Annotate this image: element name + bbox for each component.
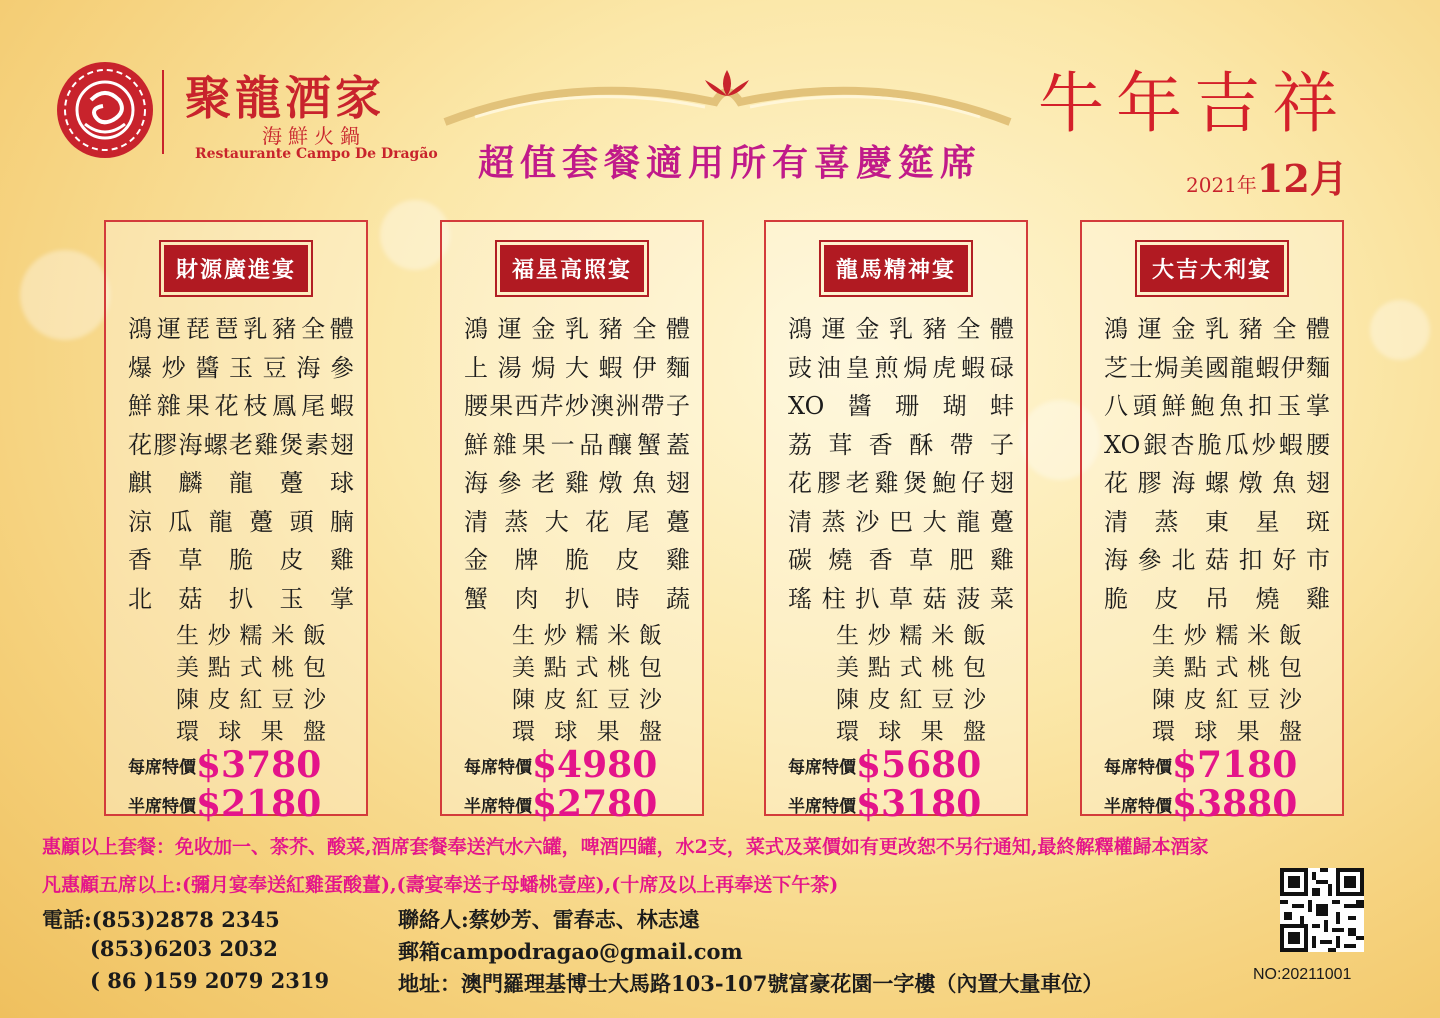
dish-item: 鴻運金乳豬全體 (1104, 315, 1330, 343)
menu-title-frame (159, 240, 313, 297)
price-amount: $7180 (1172, 744, 1298, 786)
dessert-item: 美點式桃包 (176, 655, 326, 681)
dessert-item: 環球果盤 (176, 719, 326, 745)
dessert-item: 陳皮紅豆沙 (1152, 687, 1302, 713)
price-label: 每席特價 (1104, 758, 1172, 778)
dish-item: 腰果西芹炒澳洲帶子 (464, 392, 690, 420)
price-amount: $3180 (856, 783, 982, 825)
menu-title-frame (1135, 240, 1289, 297)
menu-card (104, 220, 368, 825)
dish-item: 瑤柱扒草菇菠菜 (788, 584, 1014, 613)
dish-item: 北菇扒玉掌 (128, 584, 354, 613)
price-label: 半席特價 (1104, 797, 1172, 817)
dish-item: 花膠海螺老雞煲素翅 (128, 430, 354, 459)
full-table-price (788, 744, 981, 786)
half-table-price (788, 783, 981, 825)
scroll-ornament-icon (435, 62, 1020, 132)
dessert-list (1152, 620, 1302, 748)
contact-people: 聯絡人:蔡妙芳、雷春志、林志遠 (398, 907, 700, 932)
package-note: 惠顧以上套餐：免收加一、茶芥、酸菜,酒席套餐奉送汽水六罐，啤酒四罐，水2支，菜式及菜價如有更改恕不另行通知,最終解釋權歸本酒家 (42, 836, 1209, 858)
price-label: 每席特價 (788, 758, 856, 778)
price-amount: $5680 (856, 744, 982, 786)
dish-item: 清蒸沙巴大龍躉 (788, 507, 1014, 536)
bokeh-light (1370, 300, 1430, 360)
dessert-item: 環球果盤 (512, 719, 662, 745)
half-table-price (464, 783, 657, 825)
dish-item: 鮮雜果一品釀蟹蓋 (464, 430, 690, 459)
brand-english-name: Restaurante Campo De Dragão (195, 146, 438, 162)
dish-item: 荔茸香酥帶子 (788, 430, 1014, 459)
dessert-item: 生炒糯米飯 (1152, 623, 1302, 649)
bokeh-light (20, 250, 110, 340)
phone-number: ( 86 )159 2079 2319 (90, 968, 330, 993)
brand-subtitle: 海鮮火鍋 (262, 124, 366, 148)
dessert-item: 陳皮紅豆沙 (176, 687, 326, 713)
headline: 超值套餐適用所有喜慶筵席 (478, 142, 983, 184)
half-table-price (1104, 783, 1297, 825)
brand-name: 聚龍酒家 (185, 71, 385, 125)
dish-item: XO銀杏脆瓜炒蝦腰 (1104, 430, 1330, 459)
dessert-item: 生炒糯米飯 (836, 623, 986, 649)
price-amount: $3880 (1172, 783, 1298, 825)
dish-item: 爆炒醬玉豆海參 (128, 353, 354, 382)
document-number: NO:20211001 (1253, 966, 1352, 983)
dessert-list (836, 620, 986, 748)
logo-divider (162, 70, 164, 154)
dish-item: 蟹肉扒時蔬 (464, 584, 690, 613)
dish-item: 清蒸大花尾躉 (464, 507, 690, 536)
dish-item: 鮮雜果花枝鳳尾蝦 (128, 392, 354, 420)
dessert-item: 陳皮紅豆沙 (512, 687, 662, 713)
price-label: 半席特價 (788, 797, 856, 817)
dish-item: XO醬珊瑚蚌 (788, 392, 1014, 420)
dessert-item: 生炒糯米飯 (512, 623, 662, 649)
phone-number: (853)2878 2345 (91, 907, 280, 932)
dessert-item: 美點式桃包 (512, 655, 662, 681)
date-month: 12月 (1256, 156, 1348, 201)
menu-card (1080, 220, 1344, 825)
dish-item: 上湯焗大蝦伊麵 (464, 353, 690, 382)
dish-list (128, 310, 354, 618)
dish-list (1104, 310, 1330, 618)
dish-item: 金牌脆皮雞 (464, 546, 690, 574)
address: 地址：澳門羅理基博士大馬路103-107號富豪花園一字樓（內置大量車位） (398, 971, 1104, 996)
price-label: 半席特價 (464, 797, 532, 817)
price-label: 半席特價 (128, 797, 196, 817)
price-amount: $3780 (196, 744, 322, 786)
year-title: 牛年吉祥 (1038, 65, 1350, 142)
price-amount: $4980 (532, 744, 658, 786)
price-amount: $2180 (196, 783, 322, 825)
dish-list (464, 310, 690, 618)
group-offer-note: 凡惠顧五席以上:(彌月宴奉送紅雞蛋酸薑),(壽宴奉送子母蟠桃壹座),(十席及以上再奉送下午茶) (42, 874, 839, 896)
dish-item: 香草脆皮雞 (128, 546, 354, 574)
menu-title: 福星高照宴 (500, 245, 644, 292)
dessert-list (176, 620, 326, 748)
dessert-item: 環球果盤 (836, 719, 986, 745)
menu-title-frame (819, 240, 973, 297)
half-table-price (128, 783, 321, 825)
menu-card (440, 220, 704, 825)
full-table-price (128, 744, 321, 786)
menu-title: 龍馬精神宴 (824, 245, 968, 292)
dish-item: 八頭鮮鮑魚扣玉掌 (1104, 392, 1330, 420)
dish-item: 清蒸東星斑 (1104, 507, 1330, 536)
menu-title: 財源廣進宴 (164, 245, 308, 292)
dish-item: 鴻運金乳豬全體 (788, 315, 1014, 343)
dessert-item: 陳皮紅豆沙 (836, 687, 986, 713)
dish-item: 花膠老雞煲鮑仔翅 (788, 469, 1014, 497)
dessert-item: 環球果盤 (1152, 719, 1302, 745)
dish-item: 脆皮吊燒雞 (1104, 584, 1330, 613)
phone-line (42, 904, 280, 934)
date-year: 2021年 (1186, 173, 1257, 197)
menu-card (764, 220, 1028, 825)
menu-date (1186, 148, 1348, 203)
dessert-list (512, 620, 662, 748)
dish-item: 海參北菇扣好市 (1104, 546, 1330, 574)
price-label: 每席特價 (128, 758, 196, 778)
dessert-item: 美點式桃包 (1152, 655, 1302, 681)
full-table-price (1104, 744, 1297, 786)
dish-item: 海參老雞燉魚翅 (464, 469, 690, 497)
dish-item: 花膠海螺燉魚翅 (1104, 469, 1330, 497)
menu-title-frame (495, 240, 649, 297)
price-label: 每席特價 (464, 758, 532, 778)
phone-label: 電話: (42, 907, 92, 932)
dish-item: 鴻運金乳豬全體 (464, 315, 690, 343)
email: 郵箱campodragao@gmail.com (398, 939, 743, 964)
menu-title: 大吉大利宴 (1140, 245, 1284, 292)
dish-item: 涼瓜龍躉頭腩 (128, 507, 354, 536)
dish-item: 麒麟龍躉球 (128, 469, 354, 497)
qr-code-icon[interactable] (1280, 868, 1364, 952)
phone-number: (853)6203 2032 (90, 936, 278, 961)
dessert-item: 生炒糯米飯 (176, 623, 326, 649)
dish-item: 豉油皇煎焗虎蝦碌 (788, 353, 1014, 382)
dessert-item: 美點式桃包 (836, 655, 986, 681)
dish-item: 碳燒香草肥雞 (788, 546, 1014, 574)
price-amount: $2780 (532, 783, 658, 825)
dish-list (788, 310, 1014, 618)
full-table-price (464, 744, 657, 786)
dish-item: 芝士焗美國龍蝦伊麵 (1104, 353, 1330, 382)
dish-item: 鴻運琵琶乳豬全體 (128, 315, 354, 343)
dragon-seal-icon (55, 60, 155, 160)
